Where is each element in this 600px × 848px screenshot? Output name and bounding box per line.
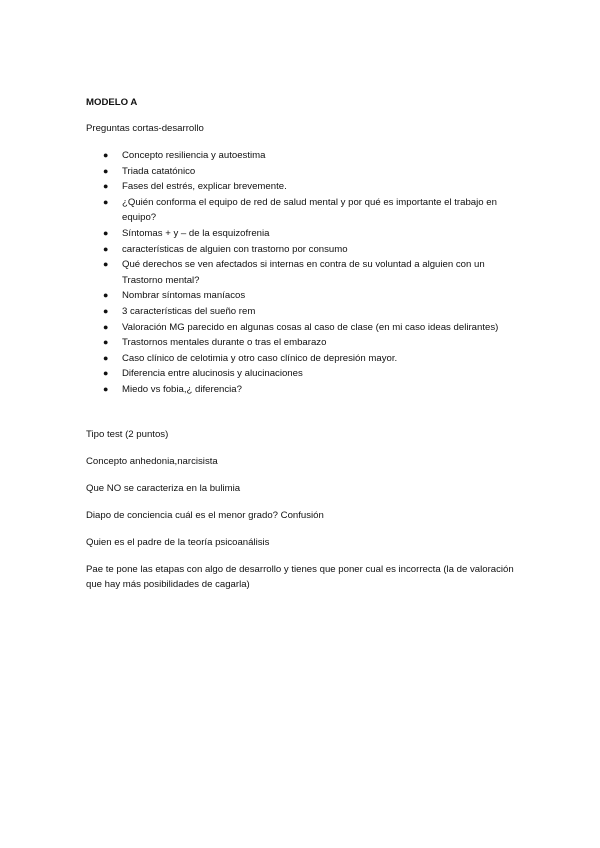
list-item: ● Trastornos mentales durante o tras el embarazo — [86, 335, 526, 351]
list-item: ● Miedo vs fobia,¿ diferencia? — [86, 382, 526, 398]
test-heading: Tipo test (2 puntos) — [86, 428, 169, 440]
bullet-icon: ● — [103, 150, 109, 160]
bullet-icon: ● — [103, 243, 109, 254]
list-item: ● características de alguien con trastorno por consumo — [86, 242, 526, 258]
list-item: ● Valoración MG parecido en algunas cosas al caso de clase (en mi caso ideas delirantes) — [86, 320, 526, 336]
bullet-icon: ● — [103, 227, 109, 238]
list-item: ● Nombrar síntomas maníacos — [86, 288, 526, 304]
test-item: Concepto anhedonia,narcisista — [86, 455, 218, 467]
bullet-icon: ● — [103, 337, 109, 348]
list-item: ● Triada catatónico — [86, 164, 526, 180]
bullet-icon: ● — [103, 165, 109, 176]
list-item: ● Diferencia entre alucinosis y alucinaciones — [86, 366, 526, 382]
list-item: ● ¿Quién conforma el equipo de red de salud mental y por qué es importante el trabajo en equipo? — [103, 196, 497, 224]
test-item: Quien es el padre de la teoría psicoanálisis — [86, 536, 270, 548]
short-questions-heading: Preguntas cortas-desarrollo — [86, 123, 204, 134]
bullet-icon: ● — [103, 321, 109, 332]
list-item: ● Fases del estrés, explicar brevemente. — [86, 179, 526, 195]
bullet-icon: ● — [103, 290, 109, 301]
list-item: ● Qué derechos se ven afectados si internas en contra de su voluntad a alguien con un Trastorno mental? — [103, 259, 485, 286]
list-item: ● Caso clínico de celotimia y otro caso clínico de depresión mayor. — [86, 351, 526, 367]
bullet-icon: ● — [103, 181, 109, 192]
test-item: Diapo de conciencia cuál es el menor grado? Confusión — [86, 509, 324, 521]
bullet-icon: ● — [103, 196, 109, 207]
short-questions-list — [86, 148, 526, 398]
document-content — [86, 96, 526, 592]
test-section — [86, 428, 526, 592]
test-item: Que NO se caracteriza en la bulimia — [86, 482, 241, 494]
bullet-icon: ● — [103, 368, 109, 379]
bullet-icon: ● — [103, 259, 109, 270]
list-item: ● Síntomas + y – de la esquizofrenia — [86, 226, 526, 242]
bullet-icon: ● — [103, 383, 109, 394]
bullet-icon: ● — [103, 352, 109, 363]
document-title: MODELO A — [86, 97, 138, 108]
list-item: ● 3 características del sueño rem — [86, 304, 526, 320]
bullet-icon: ● — [103, 305, 109, 316]
test-item: Pae te pone las etapas con algo de desarrollo y tienes que poner cual es incorrecta (la de valoración que hay más posibilidades de cagarla) — [86, 563, 514, 590]
list-item: ● Concepto resiliencia y autoestima — [86, 148, 526, 164]
